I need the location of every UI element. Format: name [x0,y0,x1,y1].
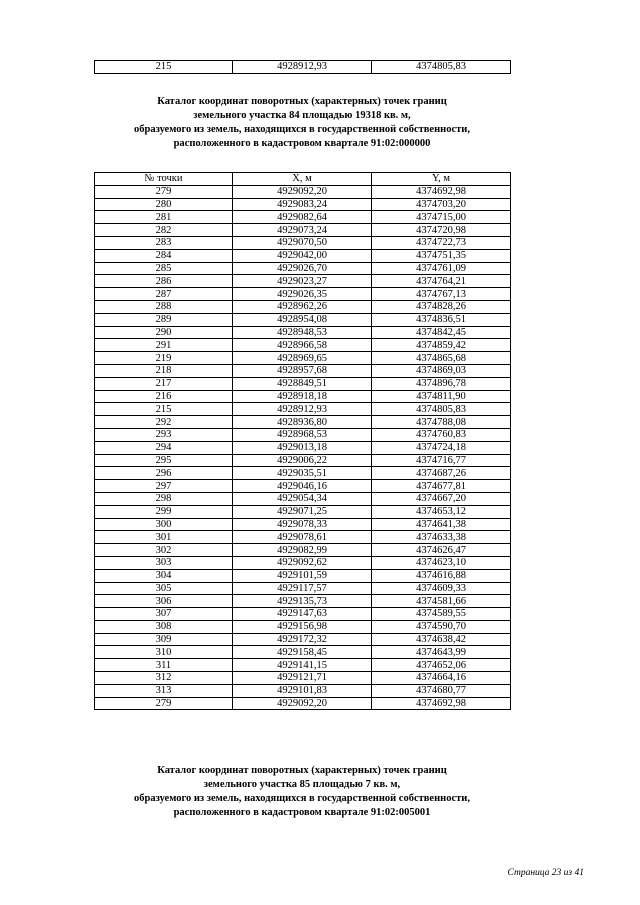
point-number-cell: 313 [95,684,233,697]
x-coordinate-cell: 4929078,33 [233,518,372,531]
column-header-x: X, м [233,173,372,186]
point-number-cell: 302 [95,544,233,557]
table-row [95,569,511,582]
x-coordinate-cell: 4929158,45 [233,646,372,659]
table-row [95,300,511,313]
x-coordinate-cell: 4929026,35 [233,288,372,301]
point-number-cell: 308 [95,620,233,633]
point-number-cell: 292 [95,416,233,429]
x-coordinate-cell: 4928918,18 [233,390,372,403]
y-coordinate-cell: 4374724,18 [372,441,511,454]
x-coordinate-cell: 4929141,15 [233,659,372,672]
x-coordinate-cell: 4929121,71 [233,672,372,685]
y-coordinate-cell: 4374692,98 [372,697,511,710]
table-row [95,352,511,365]
point-number-cell: 287 [95,288,233,301]
y-coordinate-cell: 4374805,83 [372,61,511,74]
catalog-85-heading-line-4: расположенного в кадастровом квартале 91:02:005001 [173,807,431,818]
y-coordinate-cell: 4374590,70 [372,620,511,633]
table-row [95,249,511,262]
point-number-cell: 291 [95,339,233,352]
y-coordinate-cell: 4374865,68 [372,352,511,365]
x-coordinate-cell: 4929156,98 [233,620,372,633]
x-coordinate-cell: 4929172,32 [233,633,372,646]
y-coordinate-cell: 4374703,20 [372,198,511,211]
y-coordinate-cell: 4374751,35 [372,249,511,262]
table-row [95,364,511,377]
point-number-cell: 215 [95,61,233,74]
x-coordinate-cell: 4929006,22 [233,454,372,467]
table-row [95,531,511,544]
y-coordinate-cell: 4374581,66 [372,595,511,608]
y-coordinate-cell: 4374767,13 [372,288,511,301]
catalog-85-heading-line-2: земельного участка 85 площадью 7 кв. м, [203,779,401,790]
point-number-cell: 288 [95,300,233,313]
y-coordinate-cell: 4374896,78 [372,377,511,390]
table-row [95,313,511,326]
point-number-cell: 219 [95,352,233,365]
x-coordinate-cell: 4929092,20 [233,697,372,710]
table-row [95,236,511,249]
point-number-cell: 310 [95,646,233,659]
point-number-cell: 218 [95,364,233,377]
y-coordinate-cell: 4374626,47 [372,544,511,557]
x-coordinate-cell: 4929071,25 [233,505,372,518]
table-row [95,659,511,672]
point-number-cell: 284 [95,249,233,262]
x-coordinate-cell: 4929092,20 [233,185,372,198]
y-coordinate-cell: 4374643,99 [372,646,511,659]
x-coordinate-cell: 4928849,51 [233,377,372,390]
point-number-cell: 294 [95,441,233,454]
x-coordinate-cell: 4929013,18 [233,441,372,454]
table-row [95,608,511,621]
catalog-85-heading-line-1: Каталог координат поворотных (характерных) точек границ [157,765,447,776]
point-number-cell: 297 [95,480,233,493]
y-coordinate-cell: 4374589,55 [372,608,511,621]
y-coordinate-cell: 4374716,77 [372,454,511,467]
table-row [95,544,511,557]
table-row [95,428,511,441]
point-number-cell: 304 [95,569,233,582]
x-coordinate-cell: 4928957,68 [233,364,372,377]
table-row [95,633,511,646]
point-number-cell: 290 [95,326,233,339]
x-coordinate-cell: 4929078,61 [233,531,372,544]
y-coordinate-cell: 4374764,21 [372,275,511,288]
y-coordinate-cell: 4374641,38 [372,518,511,531]
table-row [95,556,511,569]
x-coordinate-cell: 4929026,70 [233,262,372,275]
x-coordinate-cell: 4929117,57 [233,582,372,595]
y-coordinate-cell: 4374859,42 [372,339,511,352]
table-row [95,185,511,198]
point-number-cell: 281 [95,211,233,224]
point-number-cell: 215 [95,403,233,416]
table-row [95,198,511,211]
x-coordinate-cell: 4928969,65 [233,352,372,365]
point-number-cell: 306 [95,595,233,608]
table-row [95,467,511,480]
catalog-85-heading [0,764,604,820]
x-coordinate-cell: 4929101,59 [233,569,372,582]
continuation-table-body [95,61,511,74]
point-number-cell: 303 [95,556,233,569]
x-coordinate-cell: 4928948,53 [233,326,372,339]
table-row [95,492,511,505]
x-coordinate-cell: 4928968,53 [233,428,372,441]
table-row [95,480,511,493]
table-row [95,697,511,710]
catalog-84-heading-line-3: образуемого из земель, находящихся в государственной собственности, [134,124,470,135]
point-number-cell: 282 [95,224,233,237]
y-coordinate-cell: 4374616,88 [372,569,511,582]
y-coordinate-cell: 4374638,42 [372,633,511,646]
y-coordinate-cell: 4374623,10 [372,556,511,569]
catalog-84-heading [0,95,604,151]
table-row [95,505,511,518]
catalog-84-coordinates-table [94,172,511,710]
catalog-85-heading-line-3: образуемого из земель, находящихся в государственной собственности, [134,793,470,804]
point-number-cell: 296 [95,467,233,480]
y-coordinate-cell: 4374609,33 [372,582,511,595]
table-row [95,620,511,633]
x-coordinate-cell: 4929073,24 [233,224,372,237]
point-number-cell: 295 [95,454,233,467]
point-number-cell: 286 [95,275,233,288]
column-header-point-number: № точки [95,173,233,186]
y-coordinate-cell: 4374715,00 [372,211,511,224]
x-coordinate-cell: 4928912,93 [233,403,372,416]
table-row [95,224,511,237]
point-number-cell: 217 [95,377,233,390]
y-coordinate-cell: 4374692,98 [372,185,511,198]
x-coordinate-cell: 4929046,16 [233,480,372,493]
point-number-cell: 299 [95,505,233,518]
point-number-cell: 289 [95,313,233,326]
table-row [95,262,511,275]
table-row [95,416,511,429]
table-row [95,211,511,224]
table-row [95,326,511,339]
point-number-cell: 279 [95,697,233,710]
x-coordinate-cell: 4928912,93 [233,61,372,74]
table-row [95,518,511,531]
table-row [95,684,511,697]
catalog-84-table-body [95,185,511,710]
x-coordinate-cell: 4929147,63 [233,608,372,621]
y-coordinate-cell: 4374869,03 [372,364,511,377]
page-number: Страница 23 из 41 [507,868,584,878]
x-coordinate-cell: 4929135,73 [233,595,372,608]
x-coordinate-cell: 4929042,00 [233,249,372,262]
x-coordinate-cell: 4929082,64 [233,211,372,224]
x-coordinate-cell: 4929083,24 [233,198,372,211]
catalog-84-heading-line-4: расположенного в кадастровом квартале 91:02:000000 [173,138,431,149]
x-coordinate-cell: 4929070,50 [233,236,372,249]
x-coordinate-cell: 4928936,80 [233,416,372,429]
point-number-cell: 283 [95,236,233,249]
y-coordinate-cell: 4374687,26 [372,467,511,480]
point-number-cell: 285 [95,262,233,275]
column-header-y: Y, м [372,173,511,186]
point-number-cell: 298 [95,492,233,505]
point-number-cell: 309 [95,633,233,646]
point-number-cell: 311 [95,659,233,672]
table-row [95,595,511,608]
catalog-84-heading-line-1: Каталог координат поворотных (характерных) точек границ [157,96,447,107]
y-coordinate-cell: 4374760,83 [372,428,511,441]
point-number-cell: 293 [95,428,233,441]
table-row [95,275,511,288]
x-coordinate-cell: 4929035,51 [233,467,372,480]
table-row [95,672,511,685]
y-coordinate-cell: 4374653,12 [372,505,511,518]
table-row [95,646,511,659]
continuation-coordinates-table [94,60,511,74]
table-row [95,339,511,352]
table-header-row [95,173,511,186]
y-coordinate-cell: 4374677,81 [372,480,511,493]
table-row [95,288,511,301]
y-coordinate-cell: 4374633,38 [372,531,511,544]
x-coordinate-cell: 4929101,83 [233,684,372,697]
y-coordinate-cell: 4374842,45 [372,326,511,339]
table-row [95,582,511,595]
point-number-cell: 280 [95,198,233,211]
y-coordinate-cell: 4374680,77 [372,684,511,697]
table-row [95,377,511,390]
x-coordinate-cell: 4928954,08 [233,313,372,326]
catalog-84-heading-line-2: земельного участка 84 площадью 19318 кв. м, [193,110,411,121]
table-row [95,403,511,416]
y-coordinate-cell: 4374720,98 [372,224,511,237]
y-coordinate-cell: 4374722,73 [372,236,511,249]
y-coordinate-cell: 4374836,51 [372,313,511,326]
x-coordinate-cell: 4929023,27 [233,275,372,288]
y-coordinate-cell: 4374652,06 [372,659,511,672]
x-coordinate-cell: 4928966,58 [233,339,372,352]
point-number-cell: 300 [95,518,233,531]
point-number-cell: 312 [95,672,233,685]
table-row [95,441,511,454]
point-number-cell: 305 [95,582,233,595]
table-row [95,390,511,403]
y-coordinate-cell: 4374828,26 [372,300,511,313]
point-number-cell: 307 [95,608,233,621]
point-number-cell: 216 [95,390,233,403]
y-coordinate-cell: 4374761,09 [372,262,511,275]
y-coordinate-cell: 4374788,08 [372,416,511,429]
table-row [95,61,511,74]
y-coordinate-cell: 4374667,20 [372,492,511,505]
y-coordinate-cell: 4374664,16 [372,672,511,685]
x-coordinate-cell: 4929082,99 [233,544,372,557]
point-number-cell: 301 [95,531,233,544]
x-coordinate-cell: 4929092,62 [233,556,372,569]
table-row [95,454,511,467]
x-coordinate-cell: 4929054,34 [233,492,372,505]
y-coordinate-cell: 4374805,83 [372,403,511,416]
y-coordinate-cell: 4374811,90 [372,390,511,403]
point-number-cell: 279 [95,185,233,198]
x-coordinate-cell: 4928962,26 [233,300,372,313]
